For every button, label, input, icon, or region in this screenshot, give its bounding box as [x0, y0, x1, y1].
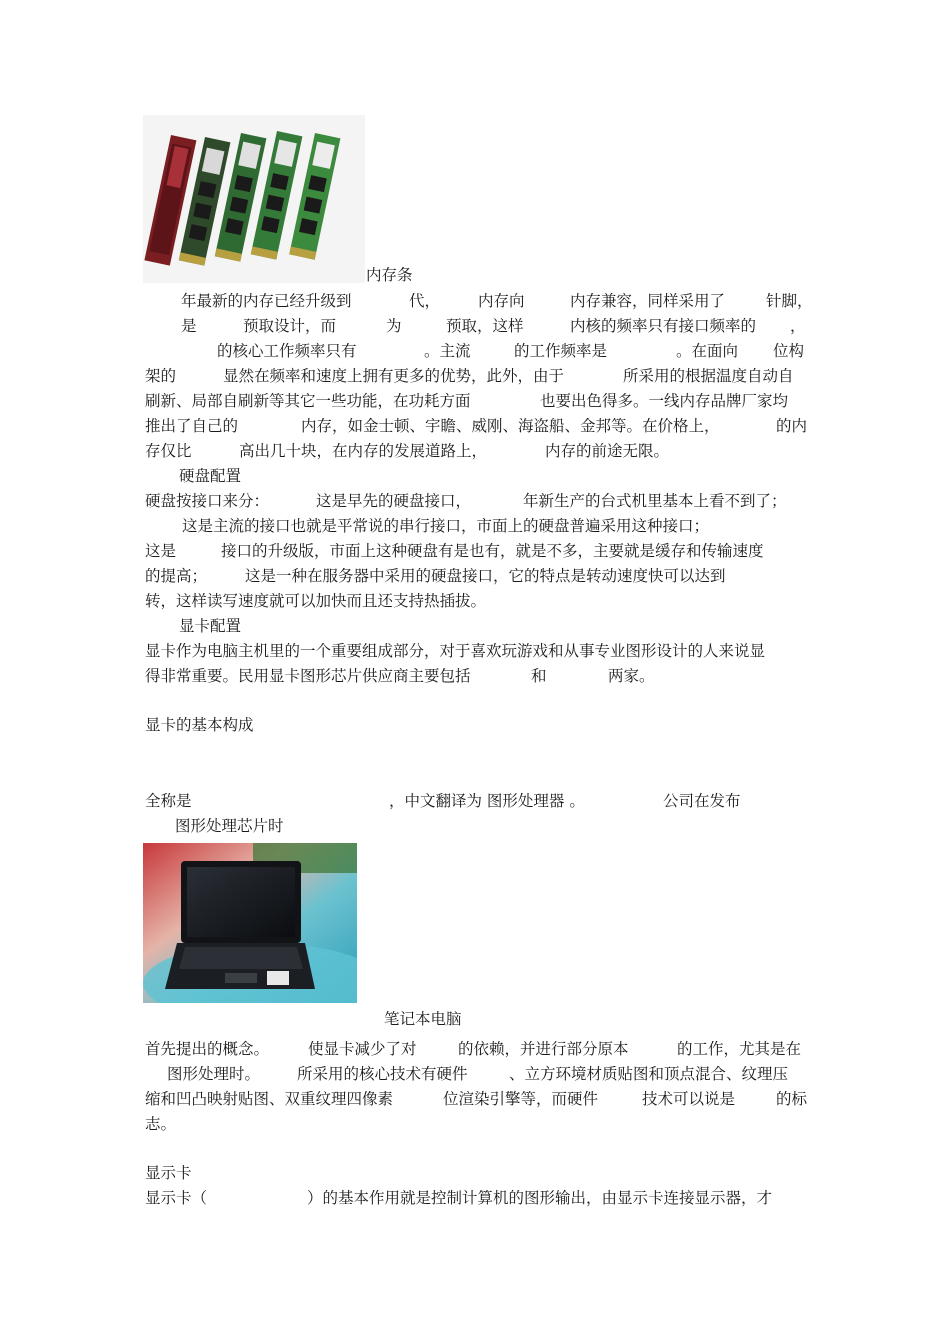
display-heading: 显示卡: [145, 1164, 192, 1182]
ram-text: 架的: [145, 367, 177, 385]
hdd-text: 转，这样读写速度就可以加快而且还支持热插拔。: [145, 592, 487, 610]
ram-text: 为: [386, 317, 402, 335]
gpu-name-text: 公司在发布: [663, 792, 741, 810]
concept-text: 的依赖，并进行部分原本: [458, 1040, 629, 1058]
ram-text: 内存向: [478, 292, 525, 310]
ram-text: 位构: [773, 342, 805, 360]
ram-text: 。主流: [424, 342, 471, 360]
ram-text: 的核心工作频率只有: [217, 342, 357, 360]
ram-text: 的内: [776, 417, 808, 435]
ram-text: 针脚，: [766, 292, 813, 310]
ram-text: 是: [181, 317, 197, 335]
display-text: ）的基本作用就是控制计算机的图形输出，由显示卡连接显示器，才: [307, 1189, 773, 1207]
ram-text: 预取设计，而: [243, 317, 337, 335]
ram-caption: 内存条: [366, 266, 413, 284]
ram-text: 年最新的内存已经升级到: [181, 292, 352, 310]
ram-text: 刷新、局部自刷新等其它一些功能，在功耗方面: [145, 392, 471, 410]
gpu-text: 两家。: [608, 667, 655, 685]
concept-text: 缩和凹凸映射贴图、双重纹理四像素: [145, 1090, 394, 1108]
ram-text: 的工作频率是: [514, 342, 608, 360]
ram-modules-illustration: [143, 115, 365, 283]
ram-text: 推出了自己的: [145, 417, 239, 435]
hdd-text: 这是早先的硬盘接口，: [316, 492, 472, 510]
ram-text: 内核的频率只有接口频率的: [570, 317, 757, 335]
concept-text: 、立方环境材质贴图和顶点混合、纹理压: [509, 1065, 789, 1083]
gpu-name-text: 全称是: [145, 792, 192, 810]
concept-text: 图形处理时。: [167, 1065, 261, 1083]
display-text: 显示卡（: [145, 1189, 208, 1207]
ram-text: 高出几十块，在内存的发展道路上，: [239, 442, 488, 460]
gpu-name-text: ，中文翻译为 图形处理器 。: [389, 792, 585, 810]
laptop-image: [143, 843, 357, 1003]
hdd-text: 硬盘按接口来分：: [145, 492, 270, 510]
laptop-caption: 笔记本电脑: [384, 1010, 462, 1028]
concept-text: 首先提出的概念。: [145, 1040, 270, 1058]
ram-text: 也要出色得多。一线内存品牌厂家均: [540, 392, 789, 410]
ram-text: 内存兼容，同样采用了: [570, 292, 726, 310]
ram-text: 存仅比: [145, 442, 192, 460]
gpu-text: 和: [531, 667, 547, 685]
concept-text: 的工作，尤其是在: [677, 1040, 802, 1058]
gpu-text: 得非常重要。民用显卡图形芯片供应商主要包括: [145, 667, 471, 685]
ram-modules-image: [143, 115, 365, 283]
gpu-text: 显卡作为电脑主机里的一个重要组成部分，对于喜欢玩游戏和从事专业图形设计的人来说显: [145, 642, 766, 660]
gpu-heading: 显卡配置: [179, 617, 242, 635]
gpu-name-text: 图形处理芯片时: [175, 817, 284, 835]
ram-text: 内存的前途无限。: [545, 442, 670, 460]
ram-text: 内存，如金士顿、宇瞻、威刚、海盗船、金邦等。在价格上，: [301, 417, 720, 435]
hdd-text: 年新生产的台式机里基本上看不到了；: [523, 492, 787, 510]
ram-text: ，: [790, 317, 806, 335]
concept-text: 所采用的核心技术有硬件: [297, 1065, 468, 1083]
hdd-text: 接口的升级版，市面上这种硬盘有是也有，就是不多，主要就是缓存和传输速度: [221, 542, 764, 560]
ram-text: 预取，这样: [446, 317, 524, 335]
ram-text: 。在面向: [676, 342, 739, 360]
hdd-text: 这是: [145, 542, 177, 560]
concept-text: 使显卡减少了对: [308, 1040, 417, 1058]
hdd-text: 的提高；: [145, 567, 208, 585]
concept-text: 技术可以说是: [642, 1090, 736, 1108]
concept-text: 位渲染引擎等，而硬件: [443, 1090, 599, 1108]
concept-text: 的标: [776, 1090, 808, 1108]
hdd-text: 这是主流的接口也就是平常说的串行接口，市面上的硬盘普遍采用这种接口；: [182, 517, 710, 535]
concept-text: 志。: [145, 1115, 177, 1133]
hdd-heading: 硬盘配置: [179, 467, 242, 485]
gpu-basic-heading: 显卡的基本构成: [145, 716, 254, 734]
ram-text: 显然在频率和速度上拥有更多的优势，此外，由于: [223, 367, 565, 385]
hdd-text: 这是一种在服务器中采用的硬盘接口，它的特点是转动速度快可以达到: [245, 567, 726, 585]
ram-text: 所采用的根据温度自动自: [623, 367, 794, 385]
laptop-illustration: [143, 843, 357, 1003]
ram-text: 代，: [409, 292, 441, 310]
